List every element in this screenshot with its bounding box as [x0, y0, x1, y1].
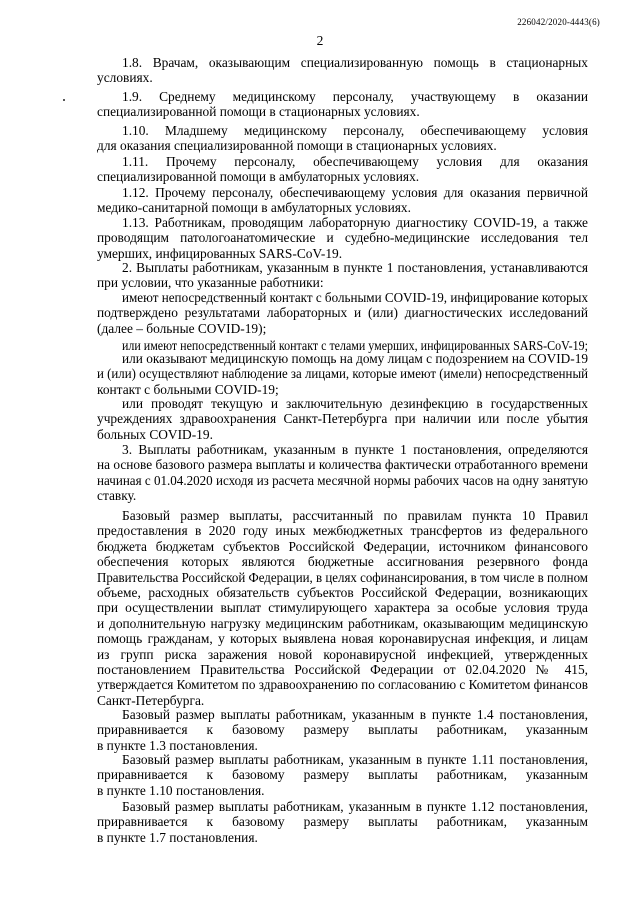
text-line: 1.9. Среднему медицинскому персоналу, участвующему в оказании — [122, 89, 588, 104]
text-line: 1.10. Младшему медицинскому персоналу, обеспечивающему условия — [122, 123, 588, 138]
text-line: бюджета бюджетам субъектов Российской Федерации, источником финансового — [97, 538, 588, 554]
text-line: Правительства Российской Федерации, в целях софинансирования, в том числе в полном — [97, 569, 588, 585]
text-line: Базовый размер выплаты работникам, указанным в пункте 1.4 постановления, — [122, 707, 588, 722]
text-line: из групп риска заражения новой коронавирусной инфекцией, утвержденных — [97, 646, 588, 662]
text-line: ставку. — [97, 488, 137, 504]
text-line: и дополнительную нагрузку медицинским работникам, оказывающим медицинскую — [97, 615, 588, 631]
text-line: 3. Выплаты работникам, указанным в пункте 1 постановления, определяются — [122, 442, 588, 457]
text-line: имеют непосредственный контакт с больными COVID-19, инфицирование которых — [122, 290, 589, 305]
text-line: и (или) осуществляют наблюдение за лицами, которые имеют (имели) непосредственный — [97, 366, 588, 382]
text-line: приравнивается к базовому размеру выплаты работникам, указанным — [97, 722, 588, 738]
text-line: для оказания специализированной помощи в стационарных условиях. — [97, 138, 497, 154]
text-line: Базовый размер выплаты работникам, указанным в пункте 1.12 постановления, — [122, 799, 588, 814]
text-line: предоставления в 2020 году иных межбюджетных трансфертов из федерального — [97, 523, 588, 539]
text-line: в пункте 1.10 постановления. — [97, 782, 265, 798]
text-line: утверждается Комитетом по здравоохранению по согласованию с Комитетом финансов — [97, 677, 588, 693]
text-line: контакт с больными COVID-19; — [97, 381, 279, 397]
text-line: или проводят текущую и заключительную дезинфекцию в государственных — [122, 396, 588, 411]
text-line: приравнивается к базовому размеру выплаты работникам, указанным — [97, 814, 588, 830]
text-line: специализированной помощи в стационарных условиях. — [97, 104, 420, 120]
text-line: медико-санитарной помощи в амбулаторных условиях. — [97, 200, 411, 216]
document-code: 226042/2020-4443(6) — [517, 17, 600, 27]
text-line: Базовый размер выплаты, рассчитанный по правилам пункта 10 Правил — [122, 508, 588, 523]
text-line: обеспечения которых являются бюджетные ассигнования резервного фонда — [97, 554, 588, 570]
text-line: 2. Выплаты работникам, указанным в пункте 1 постановления, устанавливаются — [122, 260, 588, 275]
text-line: 1.12. Прочему персоналу, обеспечивающему условия для оказания первичной — [122, 185, 588, 200]
text-line: умерших, инфицированных SARS-CoV-19. — [97, 245, 343, 261]
text-line: Базовый размер выплаты работникам, указанным в пункте 1.11 постановления, — [122, 752, 588, 767]
text-line: в пункте 1.7 постановления. — [97, 829, 258, 845]
text-line: проводящим патологоанатомические и судебно-медицинские исследования тел — [97, 230, 588, 246]
text-line: (далее – больные COVID-19); — [97, 320, 267, 336]
text-line: в пункте 1.3 постановления. — [97, 737, 258, 753]
text-line: постановлением Правительства Российской Федерации от 02.04.2020 № 415, — [97, 662, 588, 677]
text-line: Санкт-Петербурга. — [97, 692, 205, 708]
text-line: помощь гражданам, у которых выявлена новая коронавирусная инфекция, и лицам — [97, 631, 588, 647]
text-line: или оказывают медицинскую помощь на дому лицам с подозрением на COVID-19 — [122, 351, 589, 366]
text-line: или имеют непосредственный контакт с телами умерших, инфицированных SARS-CoV-19; — [122, 338, 588, 353]
text-line: учреждениях здравоохранения Санкт-Петербурга при наличии или после убытия — [97, 411, 588, 427]
text-line: 1.13. Работникам, проводящим лабораторную диагностику COVID-19, а также — [122, 215, 588, 230]
text-line: при условии, что указанные работники: — [97, 275, 324, 291]
text-line: при осуществлении выплат стимулирующего характера за особые условия труда — [97, 600, 588, 616]
text-line: специализированной помощи в амбулаторных условиях. — [97, 169, 420, 185]
text-line: 1.11. Прочему персоналу, обеспечивающему условия для оказания — [122, 154, 588, 169]
text-line: подтверждено результатами лабораторных и (или) диагностических исследований — [97, 305, 588, 321]
text-line: объеме, расходных обязательств субъектов Российской Федерации, возникающих — [97, 585, 588, 600]
text-line: на основе базового размера выплаты и количества фактически отработанного времени — [97, 457, 589, 473]
text-line: больных COVID-19. — [97, 426, 213, 442]
text-line: приравнивается к базовому размеру выплаты работникам, указанным — [97, 767, 588, 783]
text-line: условиях. — [97, 70, 153, 86]
text-line: начиная с 01.04.2020 исходя из расчета месячной нормы рабочих часов на одну занятую — [97, 472, 588, 488]
text-line: 1.8. Врачам, оказывающим специализированную помощь в стационарных — [122, 55, 588, 70]
page-number: 2 — [316, 33, 324, 48]
